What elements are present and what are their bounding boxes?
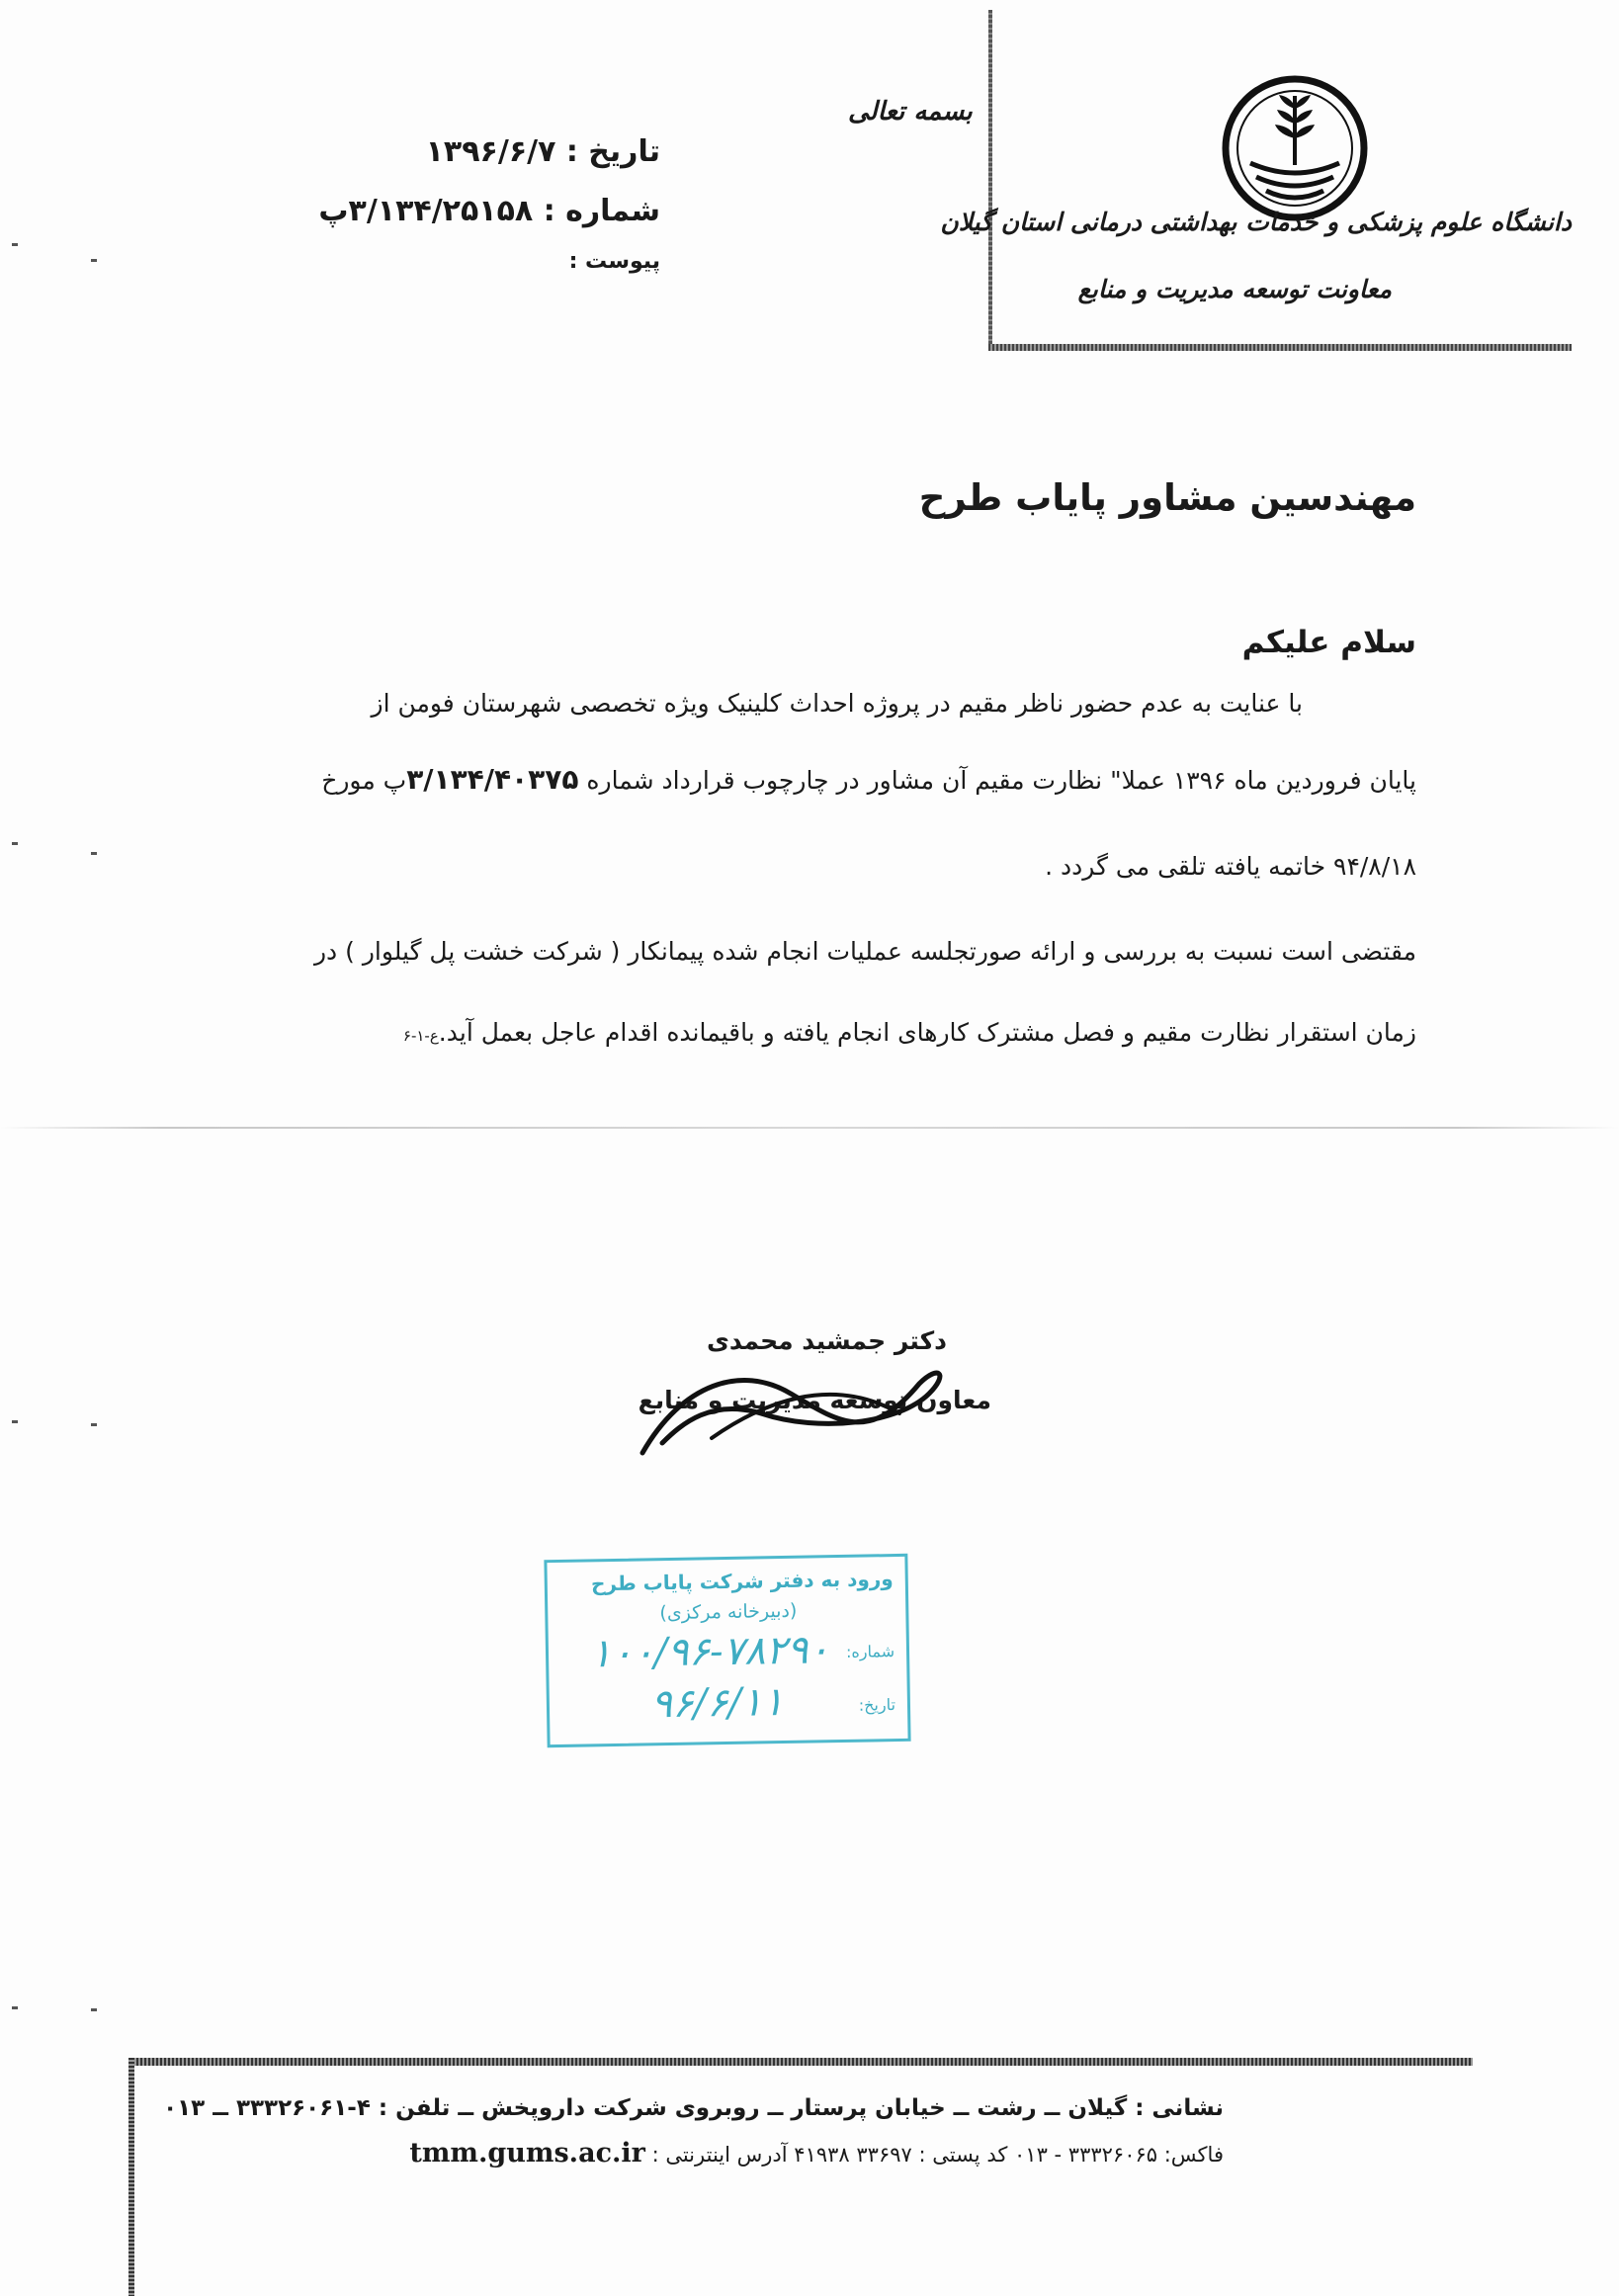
stamp-date-value: ۹۶/۶/۱۱ (650, 1679, 785, 1728)
signatory-name: دکتر جمشید محمدی (706, 1326, 947, 1355)
letter-date (426, 134, 660, 169)
date-label: تاریخ : (565, 134, 660, 169)
stamp-title: ورود به دفتر شرکت پایاب طرح (590, 1567, 894, 1596)
stamp-subtitle: (دبیرخانه مرکزی) (659, 1599, 798, 1625)
scan-margin-mark (91, 2008, 97, 2011)
stamp-number-label: شماره: (845, 1642, 895, 1661)
body-line-2 (321, 763, 1416, 796)
footer-address: نشانی : گیلان ــ رشت ــ خیابان پرستار ــ روبروی شرکت داروپخش ــ تلفن : ۴-۳۳۳۲۶۰۶۱ ــ ۰۱۳ (163, 2095, 1224, 2121)
body-line-3: ۹۴/۸/۱۸ خاتمه یافته تلقی می گردد . (1045, 852, 1416, 881)
scan-margin-mark (12, 2006, 18, 2009)
scan-margin-mark (91, 259, 97, 262)
footer-top-border (128, 2058, 1473, 2066)
letter-number (318, 194, 660, 228)
department-name: معاونت توسعه مدیریت و منابع (1077, 275, 1392, 303)
scan-margin-mark (91, 852, 97, 855)
body-line-4: مقتضی است نسبت به بررسی و ارائه صورتجلسه عملیات انجام شده پیمانکار ( شرکت خشت پل گیلوار ) در (313, 937, 1416, 966)
scan-margin-mark (12, 842, 18, 845)
contract-number: ۳/۱۳۴/۴۰۳۷۵ (406, 763, 579, 796)
footer-contact (409, 2138, 1224, 2168)
reference-mark: ع-۱-۶ (402, 1027, 439, 1045)
body-line-5-text: زمان استقرار نظارت مقیم و فصل مشترک کارهای انجام یافته و باقیمانده اقدام عاجل بعمل آید. (438, 1018, 1416, 1047)
basmala-heading: بسمه تعالی (848, 97, 973, 127)
footer-website-link[interactable]: tmm.gums.ac.ir (409, 2138, 645, 2168)
header-frame-bottom-border (988, 344, 1572, 351)
footer-fax-postal: فاکس: ۳۳۳۲۶۰۶۵ - ۰۱۳ کد پستی : ۳۳۶۹۷ ۴۱۹۳۸ آدرس اینترنتی : (651, 2143, 1224, 2167)
footer-left-border (128, 2058, 134, 2296)
university-name: دانشگاه علوم پزشکی و خدمات بهداشتی درمانی استان گیلان (940, 208, 1572, 236)
body-line-5 (403, 1018, 1416, 1047)
scan-margin-mark (12, 243, 18, 246)
date-value: ۱۳۹۶/۶/۷ (425, 134, 556, 169)
number-value: ۳/۱۳۴/۲۵۱۵۸پ (318, 194, 534, 228)
university-emblem-icon (1221, 74, 1369, 222)
body-line-2-end: پ مورخ (321, 766, 407, 795)
header-frame-left-border (988, 10, 992, 351)
stamp-number-value: ۱۰۰/۹۶-۷۸۲۹۰ (589, 1627, 830, 1677)
scan-divider-line (0, 1127, 1619, 1129)
body-line-2-start: پایان فروردین ماه ۱۳۹۶ عملا" نظارت مقیم آن مشاور در چارچوب قرارداد شماره (586, 766, 1416, 795)
stamp-date-label: تاریخ: (858, 1695, 896, 1715)
incoming-letter-stamp (544, 1554, 910, 1747)
recipient-heading: مهندسین مشاور پایاب طرح (918, 476, 1416, 519)
letter-attachment (569, 249, 660, 274)
scan-margin-mark (91, 1423, 97, 1426)
scan-margin-mark (12, 1420, 18, 1423)
signatory-title: معاون توسعه مدیریت و منابع (638, 1386, 991, 1414)
body-line-1: با عنایت به عدم حضور ناظر مقیم در پروژه احداث کلینیک ویژه تخصصی شهرستان فومن از (371, 689, 1303, 718)
handwritten-signature (623, 1344, 959, 1473)
number-label: شماره : (543, 194, 660, 228)
attachment-label: پیوست : (568, 249, 660, 274)
salutation: سلام علیکم (1241, 625, 1416, 660)
